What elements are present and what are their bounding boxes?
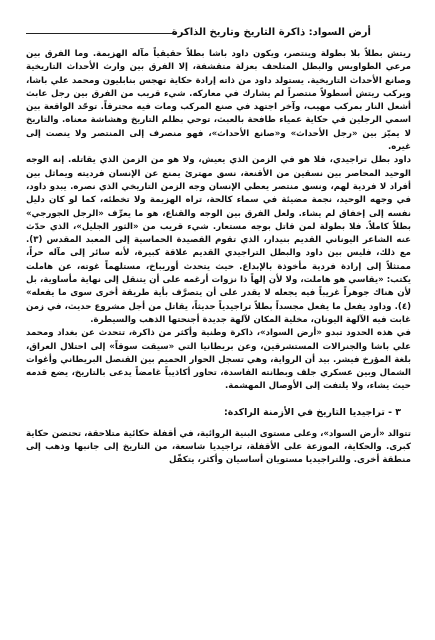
body-paragraph-1: ريتش بطلاً بلا بطولة وينتصر، ويكون داود باشا بطلاً حقيقياً مآله الهزيمة. وما الفرق بين مرعي الطواويس والبطل المتلحف بعزلة متقشفة، إلا الفرق بين وارث الأحداث التاريخية وصانع الأحداث التاريخية. يستولد داود من ذاته إرادة حكاية تهجس بنابليون ومحمد علي باشا، ويركب ريتش أسطولاً منتصراً لم يشارك في معاركه. شيء قريب من الفرق بين رجل عابث أشعل النار بمركب مهيب، وآخر اجتهد في صنع المركب ومات فيه محترقاً. توحّد الواقعة بين اسمي الرجلين في حكاية عمياء طافحة بالعبث، توحي بظلم التاريخ وهشاشة معناه. والتاريخ لا يميّز بين «رجل الأحداث» و«صانع الأحداث»، فهو منصرف إلى المنتصر ولا ينصت إلى غيره. [26,49,411,153]
body-paragraph-4: تتوالد «أرض السواد»، وعلى مستوى البنية الروائية، في أقفلة حكائية متلاحقة، تحتضن حكاية كبرى. والحكاية، الموزعة على الأقفلة، تراجيديا شاسعة، من التاريخ إلى جانبها وذهب إلى منطقة أخرى. وللتراجيديا مستويان أساسيان وأكثر، يتكفّل [26,428,411,466]
header-rule [26,33,176,34]
body-paragraph-3: في هذه الحدود تبدو «أرض السواد»، ذاكرة وطنية وأكثر من ذاكرة، تتحدث عن بغداد ومحمد علي باشا والجنرالات المستشرقين، وعن بريطانيا التي «سيقت سوقاً» إلى احتلال العراق، بلغة المؤرخ فيشر. بيد أن الرواية، وهي تسجل الحوار الحميم بين القنصل البريطاني وأغوات الشمال وبين عسكري جلف وبطانته الفاسدة، تحاور أكاذيباً غامضاً يدعى بالتاريخ، يضع قدمه حيث يشاء، ولا يلتفت إلى الأوصال المهشمة. [26,328,411,392]
running-header-title: أرض السواد: ذاكرة التاريخ وتاريخ الذاكرة [171,27,371,38]
body-paragraph-2: داود بطل تراجيدي، فلا هو في الزمن الذي يعيش، ولا هو من الزمن الذي يقاتله. إنه الوجه الوحيد المحاصر بين نسقين من الأقنعة، نسق مهترئ يمنع عن الإنسان فرديته ويماثل بين أفراد لا فردية لهم، ونسق منتصر يعطي الإنسان وجه الزمن التاريخي الذي نصره. يبدو داود، في وجهه الوحيد، نجمة مضيئة في سماء كالحة، تراه الهزيمة ولا تخطئه، كما لو كان دليل نفسه إلى إخفاق لم يشاء. ولعل الفرق بين الوجه والقناع، هو ما يعرِّف «الرجل الجورجي» بطلاً كاملاً. فلا بطولة لمن قاتل بوجه مستعار. شيء قريب من «الثور الجليل»، الذي حدّث عنه الشاعر اليوناني القديم بنيدار، الذي تقوم القصيدة الحماسية إلى المعبد المقدس (٣). مع ذلك، فليس بين داود والبطل التراجيدي القديم علاقة كبيرة، لأنه سائر إلى مآله حراً، ممتثلاً إلى إرادة فردية مأخوذة بالإبداع. حيث يتحدث أوريباخ، مستلهماً غوته، عن هاملت يكتب: «يقاسي هو هاملت، ولا لأن إلهاً ذا نزوات أرغمه على أن يتنقل إلى نهاية مأساوية، بل لأن هناك جوهراً غريباً فيه يجعله لا يقدر على أن يتصرَّف بأية طريقة أخرى سوى ما يفعله» (٤). وداود يفعل ما يفعل مجسداً بطلاً تراجيدياً حديثاً، يقاتل من أجل مشروع حديث، في زمن غابت فيه الآلهة اليونان، مخلية المكان لآلهة جديدة أجنحتها الذهب والسيطرة. [26,155,411,325]
section-heading: ٣ - تراجيديا التاريخ في الأزمنة الراكدة: [223,406,401,418]
running-header [26,22,411,44]
